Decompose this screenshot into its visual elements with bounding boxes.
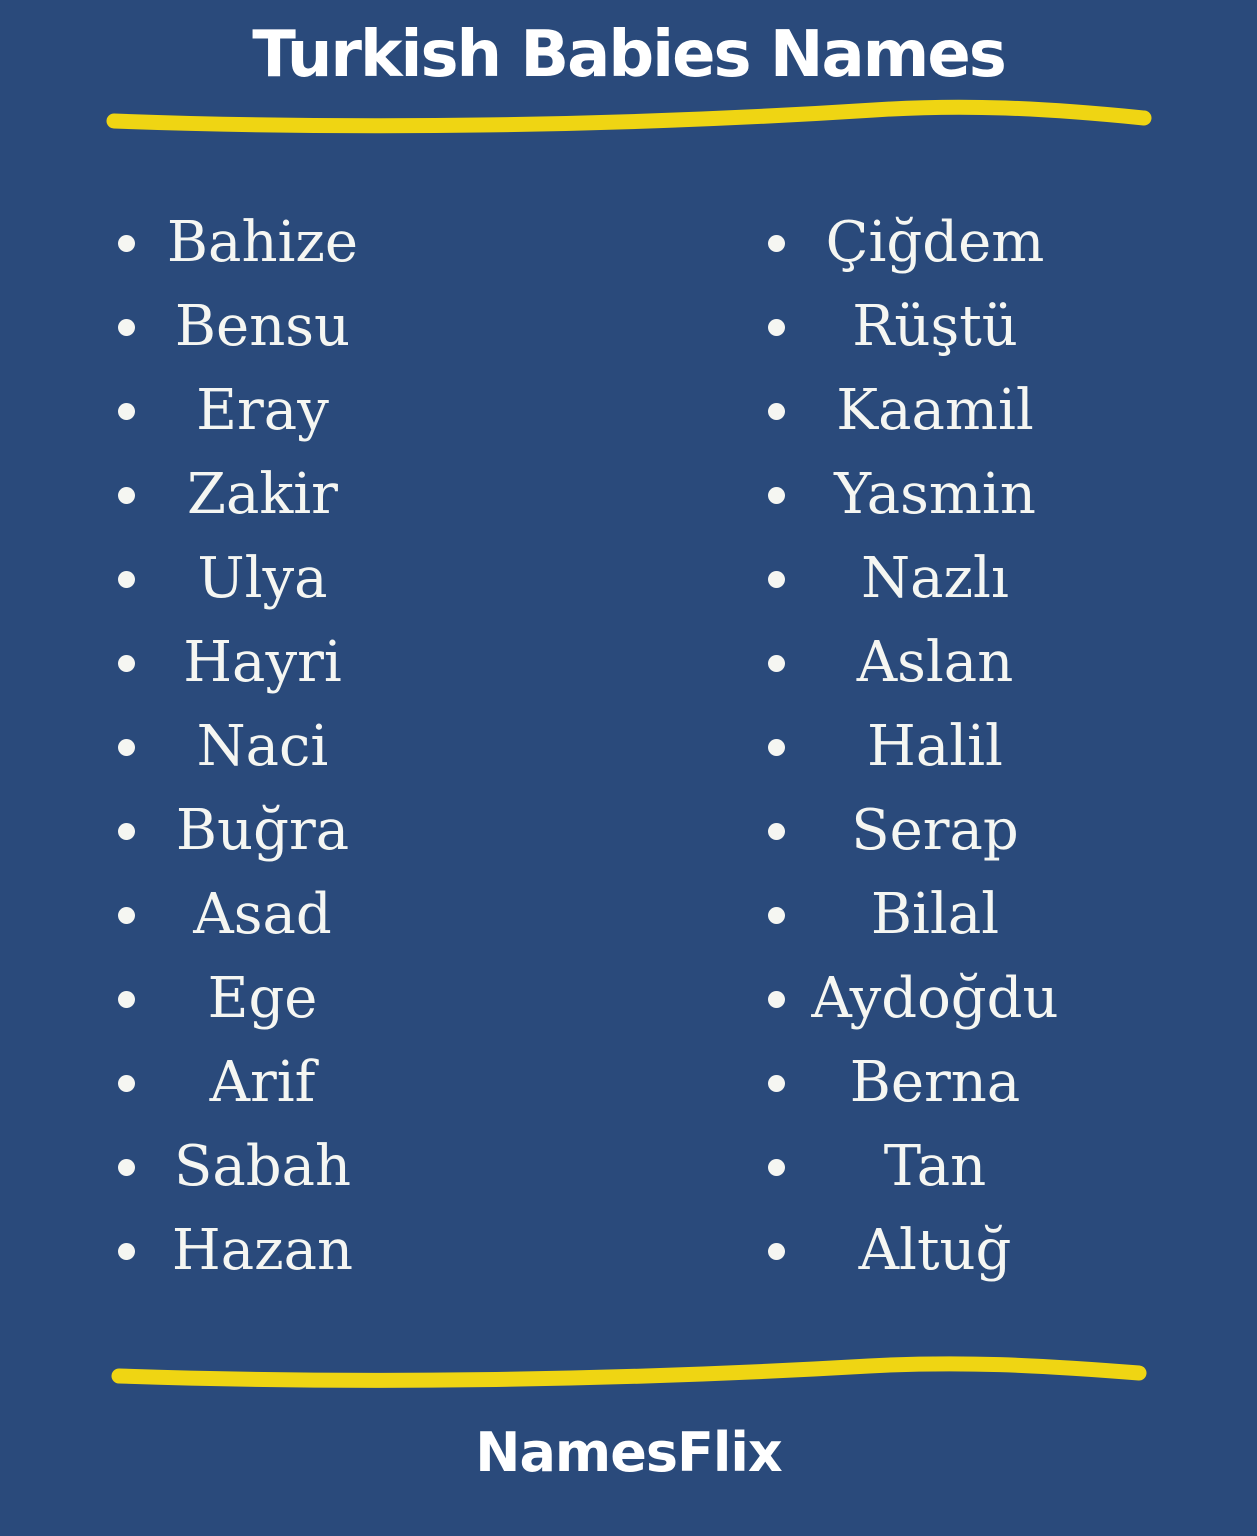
list-item bbox=[755, 873, 1085, 957]
name-text: Bensu bbox=[174, 294, 351, 360]
poster-footer bbox=[0, 1345, 1257, 1484]
name-text: Nazlı bbox=[861, 546, 1009, 612]
names-column-right bbox=[755, 201, 1085, 1293]
list-item bbox=[105, 705, 390, 789]
names-column-left bbox=[105, 201, 390, 1293]
bullet-icon bbox=[118, 403, 135, 420]
bullet-icon bbox=[768, 319, 785, 336]
brand-logo: NamesFlix bbox=[475, 1421, 782, 1484]
list-item bbox=[755, 201, 1085, 285]
list-item bbox=[755, 957, 1085, 1041]
name-text: Kaamil bbox=[836, 378, 1034, 444]
bullet-icon bbox=[118, 1243, 135, 1260]
name-text: Aslan bbox=[856, 630, 1014, 696]
name-text: Rüştü bbox=[852, 294, 1018, 360]
name-text: Buğra bbox=[175, 798, 350, 864]
name-text: Zakir bbox=[187, 462, 338, 528]
bullet-icon bbox=[768, 1159, 785, 1176]
name-text: Halil bbox=[867, 714, 1003, 780]
bullet-icon bbox=[768, 655, 785, 672]
name-text: Bahize bbox=[166, 210, 359, 276]
list-item bbox=[755, 537, 1085, 621]
name-text: Ege bbox=[207, 966, 318, 1032]
list-item bbox=[755, 1041, 1085, 1125]
page-title: Turkish Babies Names bbox=[252, 18, 1005, 92]
name-text: Ulya bbox=[197, 546, 328, 612]
list-item bbox=[105, 537, 390, 621]
bullet-icon bbox=[768, 487, 785, 504]
list-item bbox=[755, 1125, 1085, 1209]
list-item bbox=[755, 789, 1085, 873]
name-text: Hazan bbox=[171, 1218, 354, 1284]
bullet-icon bbox=[118, 991, 135, 1008]
footer-divider-icon bbox=[109, 1351, 1149, 1393]
bullet-icon bbox=[768, 991, 785, 1008]
bullet-icon bbox=[118, 319, 135, 336]
bullet-icon bbox=[118, 907, 135, 924]
name-text: Yasmin bbox=[834, 462, 1036, 528]
title-underline-icon bbox=[104, 95, 1154, 137]
list-item bbox=[105, 873, 390, 957]
bullet-icon bbox=[768, 403, 785, 420]
name-text: Altuğ bbox=[858, 1218, 1012, 1284]
poster-header bbox=[0, 0, 1257, 137]
bullet-icon bbox=[118, 1075, 135, 1092]
names-list bbox=[0, 201, 1257, 1293]
list-item bbox=[755, 621, 1085, 705]
bullet-icon bbox=[768, 1075, 785, 1092]
name-text: Asad bbox=[193, 882, 332, 948]
list-item bbox=[105, 621, 390, 705]
name-text: Naci bbox=[196, 714, 329, 780]
list-item bbox=[105, 201, 390, 285]
list-item bbox=[105, 789, 390, 873]
bullet-icon bbox=[118, 1159, 135, 1176]
list-item bbox=[755, 1209, 1085, 1293]
list-item bbox=[755, 453, 1085, 537]
list-item bbox=[105, 957, 390, 1041]
bullet-icon bbox=[118, 235, 135, 252]
bullet-icon bbox=[768, 571, 785, 588]
list-item bbox=[105, 1209, 390, 1293]
list-item bbox=[105, 285, 390, 369]
name-text: Arif bbox=[209, 1050, 316, 1116]
name-text: Hayri bbox=[183, 630, 342, 696]
name-text: Serap bbox=[851, 798, 1019, 864]
name-text: Berna bbox=[849, 1050, 1021, 1116]
name-text: Bilal bbox=[870, 882, 1000, 948]
name-text: Eray bbox=[196, 378, 329, 444]
bullet-icon bbox=[768, 1243, 785, 1260]
list-item bbox=[105, 1041, 390, 1125]
name-text: Sabah bbox=[173, 1134, 352, 1200]
list-item bbox=[105, 369, 390, 453]
list-item bbox=[755, 369, 1085, 453]
list-item bbox=[755, 705, 1085, 789]
bullet-icon bbox=[768, 235, 785, 252]
bullet-icon bbox=[118, 487, 135, 504]
name-text: Aydoğdu bbox=[811, 966, 1059, 1032]
name-text: Tan bbox=[883, 1134, 987, 1200]
list-item bbox=[105, 453, 390, 537]
bullet-icon bbox=[768, 907, 785, 924]
bullet-icon bbox=[768, 739, 785, 756]
list-item bbox=[105, 1125, 390, 1209]
bullet-icon bbox=[118, 655, 135, 672]
bullet-icon bbox=[118, 739, 135, 756]
list-item bbox=[755, 285, 1085, 369]
bullet-icon bbox=[118, 571, 135, 588]
bullet-icon bbox=[768, 823, 785, 840]
bullet-icon bbox=[118, 823, 135, 840]
name-text: Çiğdem bbox=[825, 210, 1045, 276]
